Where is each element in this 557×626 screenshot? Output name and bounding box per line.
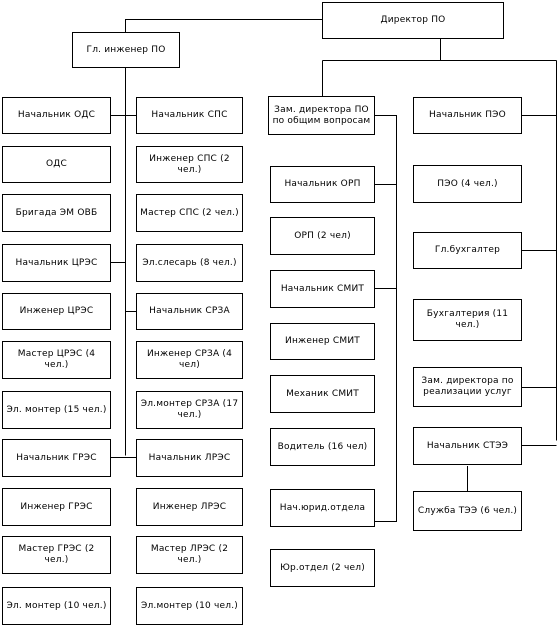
deputy-services-box (413, 367, 522, 407)
electro-fitter-label: Эл.слесарь (8 чел.) (142, 257, 237, 268)
head-sps-label: Начальник СПС (151, 110, 228, 120)
deputy-services-label: Зам. директора по реализации услуг (421, 376, 514, 397)
engineer-lres-box (136, 488, 243, 526)
head-orp-label: Начальник ОРП (284, 179, 361, 189)
tee-service-box (413, 491, 522, 531)
head-gres-label: Начальник ГРЭС (16, 452, 97, 463)
ods-box (2, 146, 111, 183)
ods-label: ОДС (46, 159, 67, 169)
drivers-label: Водитель (16 чел) (277, 441, 368, 452)
electrician-srza-label: Эл.монтер СРЗА (17 чел.) (140, 399, 239, 420)
head-lres-box (136, 439, 243, 477)
master-sps-label: Мастер СПС (2 чел.) (140, 207, 239, 218)
head-smit-label: Начальник СМИТ (280, 283, 365, 294)
deputy-general-label: Зам. директора ПО по общим вопросам (272, 104, 371, 126)
deputy-general-box (268, 96, 375, 135)
master-tsres-label: Мастер ЦРЭС (4 чел.) (17, 349, 96, 370)
mechanic-smit-box (270, 375, 375, 413)
electrician-tsres-box (2, 391, 111, 429)
chief-engineer-label: Гл. инженер ПО (86, 44, 166, 55)
master-gres-box (2, 536, 111, 574)
engineer-tsres-box (2, 293, 111, 330)
head-ods-box (2, 97, 111, 134)
head-stee-box (413, 427, 522, 465)
peo-label: ПЭО (4 чел.) (437, 178, 498, 189)
head-sps-box (136, 97, 243, 134)
head-lres-label: Начальник ЛРЭС (148, 452, 231, 463)
electrician-tsres-label: Эл. монтер (15 чел.) (6, 404, 107, 415)
electrician-gres-box (2, 587, 111, 625)
accounting-label: Бухгалтерия (11 чел.) (426, 309, 509, 330)
mechanic-smit-label: Механик СМИТ (286, 388, 359, 399)
head-srza-box (136, 293, 243, 330)
master-gres-label: Мастер ГРЭС (2 чел.) (18, 544, 95, 565)
director-box (322, 2, 504, 39)
engineer-tsres-label: Инженер ЦРЭС (19, 306, 94, 316)
engineer-srza-box (136, 341, 243, 379)
legal-dept-box (270, 549, 375, 587)
chief-accountant-box (413, 232, 522, 269)
head-smit-box (270, 270, 375, 308)
head-srza-label: Начальник СРЗА (149, 306, 230, 316)
master-sps-box (136, 194, 243, 232)
electrician-gres-label: Эл. монтер (10 чел.) (6, 600, 107, 611)
ovb-brigade-box (2, 194, 111, 232)
electrician-lres-box (136, 587, 243, 625)
legal-dept-label: Юр.отдел (2 чел) (280, 562, 365, 573)
chief-accountant-label: Гл.бухгалтер (434, 245, 501, 255)
engineer-smit-label: Инженер СМИТ (285, 336, 360, 346)
engineer-smit-box (270, 323, 375, 360)
head-tsres-label: Начальник ЦРЭС (15, 257, 98, 268)
head-ods-label: Начальник ОДС (17, 110, 96, 120)
electro-fitter-box (136, 244, 243, 282)
head-orp-box (270, 166, 375, 203)
orp-box (270, 217, 375, 255)
electrician-srza-box (136, 391, 243, 429)
head-peo-box (413, 97, 522, 134)
engineer-sps-box (136, 146, 243, 183)
chief-engineer-box (72, 32, 180, 68)
master-lres-label: Мастер ЛРЭС (2 чел.) (150, 544, 229, 565)
peo-box (413, 165, 522, 203)
tee-service-label: Служба ТЭЭ (6 чел.) (417, 505, 518, 516)
head-gres-box (2, 439, 111, 477)
head-peo-label: Начальник ПЭО (429, 110, 506, 120)
engineer-gres-box (2, 488, 111, 526)
drivers-box (270, 428, 375, 466)
master-tsres-box (2, 341, 111, 379)
engineer-sps-label: Инженер СПС (2 чел.) (149, 153, 230, 175)
orp-label: ОРП (2 чел) (294, 230, 351, 241)
head-legal-box (270, 489, 375, 527)
engineer-gres-label: Инженер ГРЭС (20, 501, 93, 512)
head-legal-label: Нач.юрид.отдела (279, 502, 366, 513)
engineer-srza-label: Инженер СРЗА (4 чел) (147, 349, 232, 370)
ovb-brigade-label: Бригада ЭМ ОВБ (15, 207, 98, 218)
head-tsres-box (2, 244, 111, 282)
accounting-box (413, 299, 522, 341)
master-lres-box (136, 536, 243, 574)
director-label: Директор ПО (380, 15, 446, 25)
engineer-lres-label: Инженер ЛРЭС (152, 501, 227, 512)
electrician-lres-label: Эл.монтер (10 чел.) (140, 600, 239, 611)
head-stee-label: Начальник СТЭЭ (426, 440, 509, 451)
